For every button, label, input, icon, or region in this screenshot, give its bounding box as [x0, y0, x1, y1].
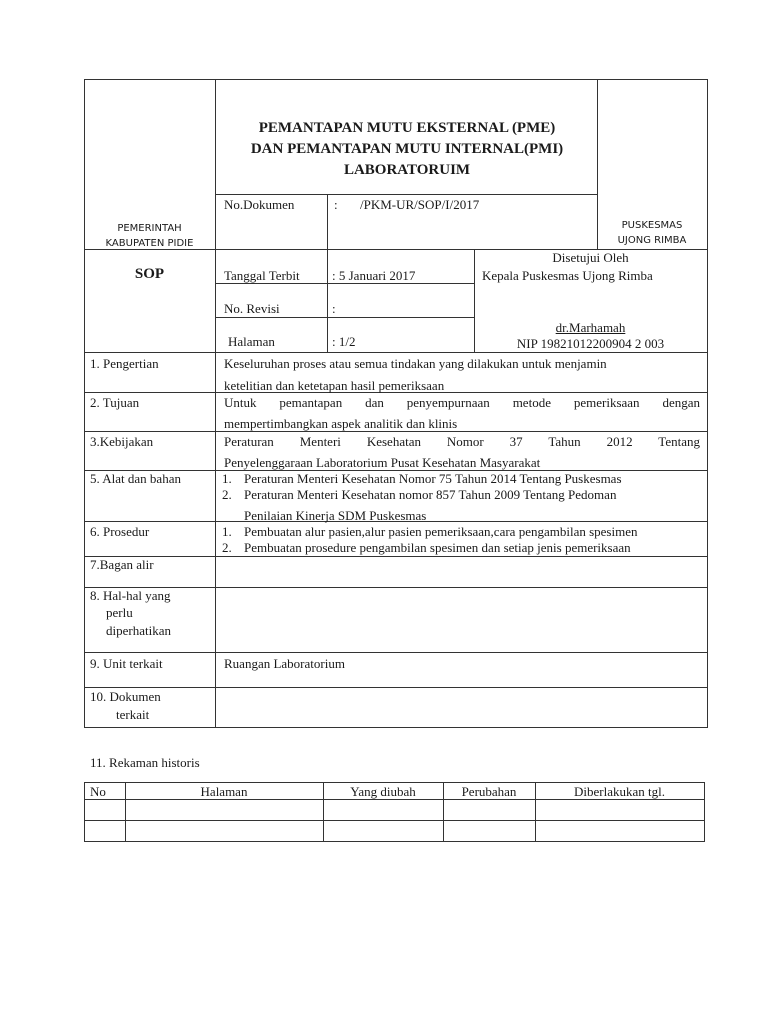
approver-nip: NIP 19821012200904 2 003: [516, 336, 665, 351]
pengertian-text-line: ketelitian dan ketetapan hasil pemeriksaan: [224, 378, 445, 393]
title-line: PEMANTAPAN MUTU EKSTERNAL (PME): [258, 120, 556, 136]
hal-hal-label-line: 8. Hal-hal yang: [90, 588, 171, 603]
kebijakan-text-line: Penyelenggaraan Laboratorium Pusat Kesehatan Masyarakat: [224, 455, 541, 470]
unit-terkait-value: Ruangan Laboratorium: [224, 656, 345, 671]
list-text: Peraturan Menteri Kesehatan Nomor 75 Tahun 2014 Tentang Puskesmas: [244, 471, 622, 486]
prosedur-label: 6. Prosedur: [90, 524, 150, 539]
kebijakan-label: 3.Kebijakan: [90, 434, 154, 449]
list-number: 2.: [222, 487, 232, 502]
alat-bahan-item-2-continued: Penilaian Kinerja SDM Puskesmas: [244, 508, 427, 523]
tujuan-label: 2. Tujuan: [90, 395, 140, 410]
no-dokumen-value: /PKM-UR/SOP/I/2017: [360, 197, 480, 212]
list-number: 2.: [222, 540, 232, 555]
right-org-line: PUSKESMAS: [621, 220, 683, 231]
no-dokumen-label: No.Dokumen: [224, 197, 295, 212]
sop-label: SOP: [134, 266, 165, 282]
dokumen-terkait-label-line: 10. Dokumen: [90, 689, 161, 704]
pengertian-text-line: Keseluruhan proses atau semua tindakan yang dilakukan untuk menjamin: [224, 356, 607, 371]
approval-title: Disetujui Oleh: [552, 250, 629, 265]
alat-bahan-label: 5. Alat dan bahan: [90, 471, 181, 486]
tanggal-terbit-value: : 5 Januari 2017: [332, 268, 416, 283]
title-line: DAN PEMANTAPAN MUTU INTERNAL(PMI): [250, 141, 564, 157]
kebijakan-text-line: Peraturan Menteri Kesehatan Nomor 37 Tahun 2012 Tentang: [224, 434, 700, 449]
approval-position: Kepala Puskesmas Ujong Rimba: [482, 268, 653, 283]
list-number: 1.: [222, 524, 232, 539]
no-revisi-label: No. Revisi: [224, 301, 280, 316]
approver-name: dr.Marhamah: [555, 320, 626, 335]
no-dokumen-separator: :: [334, 197, 338, 212]
no-revisi-value: :: [332, 301, 336, 316]
tanggal-terbit-label: Tanggal Terbit: [224, 268, 300, 283]
list-text: Pembuatan prosedure pengambilan spesimen dan setiap jenis pemeriksaan: [244, 540, 631, 555]
dokumen-terkait-label-line: terkait: [116, 707, 150, 722]
history-column-header: Diberlakukan tgl.: [574, 784, 665, 799]
left-org-line: PEMERINTAH: [117, 223, 182, 234]
left-org-line: KABUPATEN PIDIE: [105, 238, 194, 249]
history-column-header: Yang diubah: [350, 784, 416, 799]
pengertian-label: 1. Pengertian: [90, 356, 159, 371]
document-title: [217, 118, 597, 181]
history-column-header: Perubahan: [461, 784, 517, 799]
list-text: Peraturan Menteri Kesehatan nomor 857 Tahun 2009 Tentang Pedoman: [244, 487, 617, 502]
list-text: Pembuatan alur pasien,alur pasien pemeriksaan,cara pengambilan spesimen: [244, 524, 638, 539]
history-column-header: Halaman: [200, 784, 248, 799]
halaman-value: : 1/2: [332, 334, 356, 349]
unit-terkait-label: 9. Unit terkait: [90, 656, 163, 671]
halaman-label: Halaman: [228, 334, 275, 349]
history-column-header: No: [90, 784, 106, 799]
left-organization: [84, 221, 215, 251]
list-number: 1.: [222, 471, 232, 486]
alat-bahan-item-2: [222, 485, 616, 504]
bagan-alir-label: 7.Bagan alir: [90, 557, 154, 572]
right-org-line: UJONG RIMBA: [617, 235, 687, 246]
tujuan-text-line: Untuk pemantapan dan penyempurnaan metode pemeriksaan dengan: [224, 395, 700, 410]
right-organization: [597, 218, 707, 248]
tujuan-text-line: mempertimbangkan aspek analitik dan klinis: [224, 416, 458, 431]
hal-hal-label-line: perlu: [106, 605, 133, 620]
title-line: LABORATORUIM: [343, 162, 471, 178]
prosedur-item-2: [222, 538, 631, 557]
hal-hal-label-line: diperhatikan: [106, 623, 171, 638]
history-title: 11. Rekaman historis: [90, 755, 200, 770]
